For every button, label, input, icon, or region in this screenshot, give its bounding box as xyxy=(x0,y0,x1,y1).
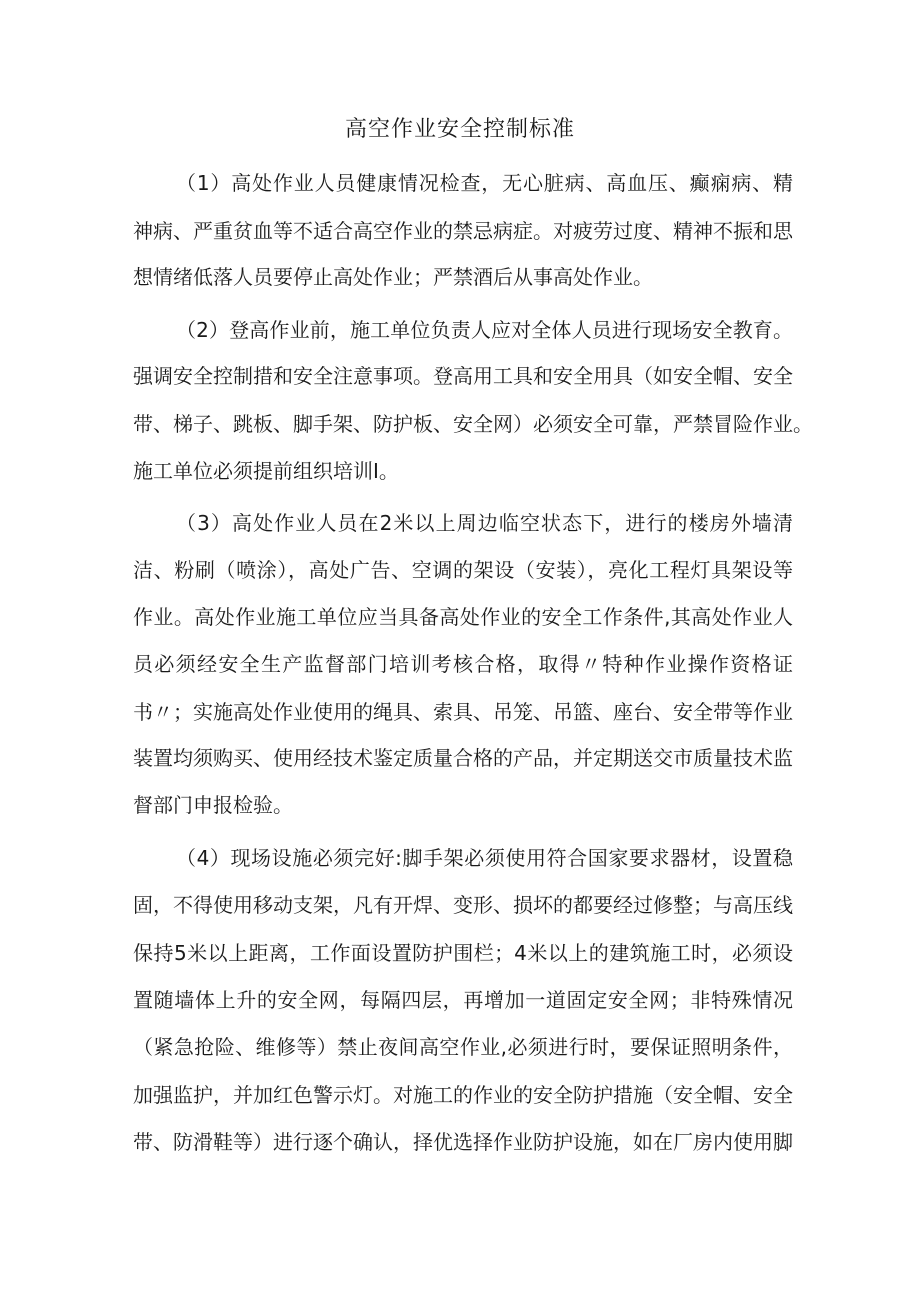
paragraph-2-line-2: 强调安全控制措和安全注意事项。登高用工具和安全用具（如安全帽、安全 xyxy=(133,364,793,388)
paragraph-2-line-3: 带、梯子、跳板、脚手架、防护板、安全网）必须安全可靠，严禁冒险作业。 xyxy=(133,412,813,436)
paragraph-3-line-2: 洁、粉刷（喷涂），高处广告、空调的架设（安装），亮化工程灯具架设等 xyxy=(133,558,793,582)
paragraph-4-line-1: （4）现场设施必须完好:脚手架必须使用符合国家要求器材，设置稳 xyxy=(176,846,793,870)
paragraph-3-line-7: 督部门申报检验。 xyxy=(133,793,293,817)
paragraph-1-line-3: 想情绪低落人员要停止高处作业；严禁酒后从事高处作业。 xyxy=(133,265,653,289)
paragraph-3-line-5: 书〃；实施高处作业使用的绳具、索具、吊笼、吊篮、座台、安全带等作业 xyxy=(133,700,793,724)
paragraph-4-line-5: （紧急抢险、维修等）禁止夜间高空作业,必须进行时，要保证照明条件， xyxy=(133,1035,793,1059)
paragraph-3-line-4: 员必须经安全生产监督部门培训考核合格，取得〃特种作业操作资格证 xyxy=(133,652,793,676)
paragraph-4-line-3: 保持5米以上距离，工作面设置防护围栏；4米以上的建筑施工时，必须设 xyxy=(133,941,793,965)
document-title: 高空作业安全控制标准 xyxy=(344,117,575,142)
paragraph-1-line-1: （1）高处作业人员健康情况检查，无心脏病、高血压、癫痫病、精 xyxy=(176,171,793,195)
paragraph-4-line-7: 带、防滑鞋等）进行逐个确认，择优选择作业防护设施，如在厂房内使用脚 xyxy=(133,1130,793,1154)
paragraph-2-line-4: 施工单位必须提前组织培训I。 xyxy=(133,459,399,483)
paragraph-4-line-2: 固，不得使用移动支架，凡有开焊、变形、损坏的都要经过修整；与高压线 xyxy=(133,893,793,917)
paragraph-3-line-3: 作业。高处作业施工单位应当具备高处作业的安全工作条件,其高处作业人 xyxy=(133,605,793,629)
paragraph-2-line-1: （2）登高作业前，施工单位负责人应对全体人员进行现场安全教育。 xyxy=(176,318,793,342)
paragraph-3-line-1: （3）高处作业人员在2米以上周边临空状态下，进行的楼房外墙清 xyxy=(176,511,793,535)
paragraph-3-line-6: 装置均须购买、使用经技术鉴定质量合格的产品，并定期送交市质量技术监 xyxy=(133,746,793,770)
paragraph-1-line-2: 神病、严重贫血等不适合高空作业的禁忌病症。对疲劳过度、精神不振和思 xyxy=(133,219,793,243)
paragraph-4-line-6: 加强监护，并加红色警示灯。对施工的作业的安全防护措施（安全帽、安全 xyxy=(133,1083,793,1107)
paragraph-4-line-4: 置随墙体上升的安全网，每隔四层，再增加一道固定安全网；非特殊情况 xyxy=(133,988,793,1012)
